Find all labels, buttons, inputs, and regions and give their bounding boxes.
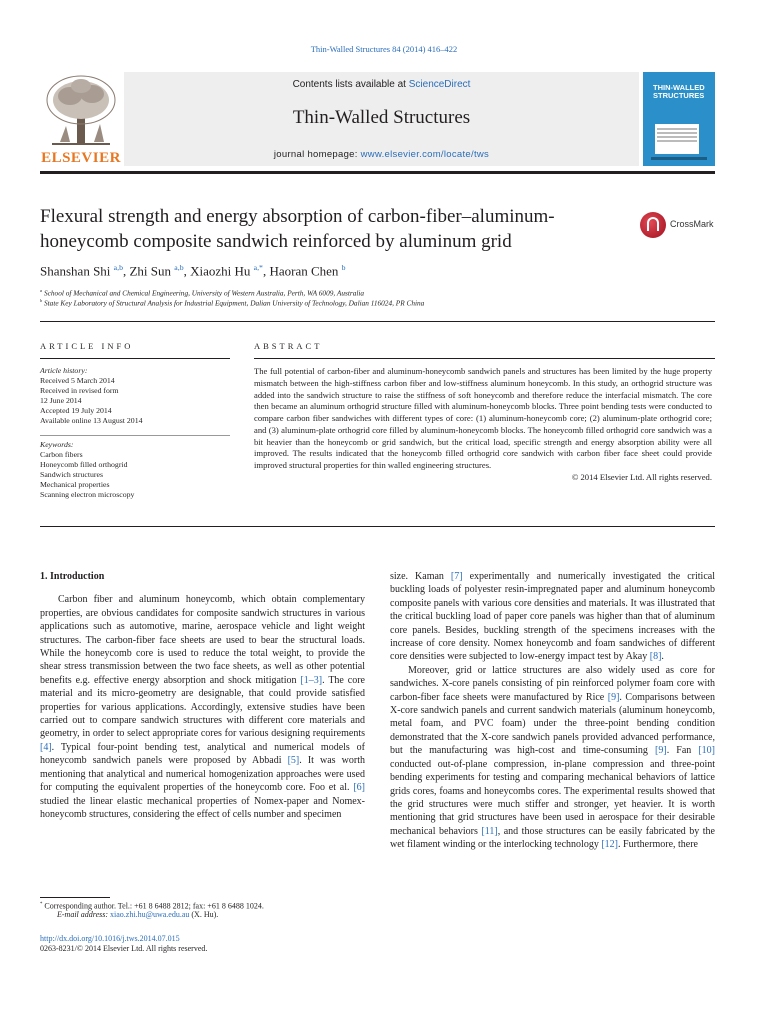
elsevier-logo[interactable] — [40, 72, 122, 164]
author-name[interactable]: Xiaozhi Hu — [190, 263, 251, 279]
abstract-divider — [254, 358, 715, 359]
banner-divider — [40, 171, 715, 174]
doi-block — [40, 934, 207, 954]
history-label: Article history: — [40, 366, 88, 375]
body-column-right — [390, 570, 715, 852]
keywords — [40, 440, 230, 500]
crossmark-badge[interactable] — [640, 212, 720, 240]
crossmark-label: CrossMark — [670, 219, 714, 229]
author-affil-marker[interactable]: a,b — [113, 263, 123, 272]
corresponding-author-note: * Corresponding author. Tel.: +61 8 6488 2812; fax: +61 8 6488 1024. — [40, 901, 264, 911]
journal-banner — [40, 72, 715, 168]
abstract-body — [254, 366, 712, 484]
author-name[interactable]: Shanshan Shi — [40, 263, 111, 279]
author-affil-marker[interactable]: b — [341, 263, 346, 272]
keyword: Mechanical properties — [40, 480, 110, 489]
author-affil-marker[interactable]: a,* — [253, 263, 263, 272]
history-item: Available online 13 August 2014 — [40, 416, 143, 425]
article-history — [40, 366, 230, 426]
keywords-label: Keywords: — [40, 440, 74, 449]
crossmark-icon — [640, 212, 666, 238]
abstract-copyright: © 2014 Elsevier Ltd. All rights reserved. — [571, 471, 712, 482]
journal-name: Thin-Walled Structures — [292, 107, 471, 128]
keyword: Sandwich structures — [40, 470, 104, 479]
section-divider — [40, 526, 715, 527]
keywords-divider — [40, 435, 230, 436]
author-name[interactable]: Zhi Sun — [129, 263, 172, 279]
cover-title: THIN-WALLED STRUCTURES — [653, 83, 705, 100]
issn-line: 0263-8231/© 2014 Elsevier Ltd. All rights reserved. — [40, 944, 208, 953]
article-info-heading: ARTICLE INFO — [40, 341, 134, 351]
cover-panel — [655, 124, 699, 154]
affiliation: $^a$ School of Mechanical and Chemical Engineering, University of Western Australia, Perth, WA 6009, Australia — [40, 288, 365, 298]
sciencedirect-link[interactable]: ScienceDirect — [408, 79, 471, 90]
journal-cover-thumbnail[interactable] — [643, 72, 715, 166]
history-item: Received in revised form — [40, 386, 119, 395]
body-column-left — [40, 570, 365, 821]
keyword: Scanning electron microscopy — [40, 490, 135, 499]
journal-homepage: journal homepage: www.elsevier.com/locate/tws — [273, 149, 490, 160]
section-heading: 1. Introduction — [40, 571, 105, 582]
author-affil-marker[interactable]: a,b — [174, 263, 184, 272]
elsevier-tree-icon — [40, 72, 122, 150]
section-divider — [40, 321, 715, 322]
author-name[interactable]: Haoran Chen — [269, 263, 339, 279]
email-link[interactable]: xiao.zhi.hu@uwa.edu.au — [110, 910, 190, 919]
abstract-heading: ABSTRACT — [254, 341, 323, 351]
keyword: Carbon fibers — [40, 450, 83, 459]
cover-bar — [651, 157, 707, 160]
journal-citation[interactable]: Thin-Walled Structures 84 (2014) 416–422 — [310, 44, 458, 54]
journal-masthead — [124, 72, 639, 166]
author-list: Shanshan Shi $^{a,b}$, Zhi Sun $^{a,b}$, Xiaozhi Hu $^{a,*}$, Haoran Chen $^b$ — [40, 263, 346, 279]
homepage-link[interactable]: www.elsevier.com/locate/tws — [360, 149, 490, 160]
contents-line: Contents lists available at ScienceDirect — [292, 79, 471, 90]
body-paragraph: Moreover, grid or lattice structures are also widely used as core for sandwiches. X-core panels consisting of pin reinforced polymer foam core with carbon-fiber face sheets were manufactured by Rice [9]. Comparisons between X-core sandwich panels and current sandwich materials (aluminum honeycomb, metal foam, and PVC foam) under the three-point bending condition demonstrated that the X-core sandwich panels provided advanced performance, but the manufacturing was high-cost and time-consuming [9]. Fan [10] conducted out-of-plane compression, in-plane compression and three-point bending experiments for testing and comparing mechanical behaviors of lattice grids cores, foams and honeycombs cores. The experimental results showed that the grid structures were much stiffer and stronger, yet heavier. It is worth mentioning that grid structures have been used in aerospace for their desirable mechanical behaviors [11], and those structures can be easily fabricated by the wet filament winding or the interlocking technology [12]. Furthermore, there — [390, 664, 716, 851]
body-paragraph: Carbon fiber and aluminum honeycomb, which obtain complementary properties, are obvious candidates for composite sandwich structures in various applications such as automotive, marine, aerospace vehicle and light weight structures. The carbon-fiber face sheets are used to bear the structural loads. While the honeycomb core is used to reduce the total weight, to provide the shear stress transmission between the two face sheets, as well as other potential benefits e.g. effective energy absorption and shock mitigation [1–3]. The core material and its micro-geometry are designable, that could provide satisfied properties for various applications. Accordingly, extensive studies have been carried out to compare sandwich structures with different core materials and geometry, in order to select appropriate cores for various designing requirements [4]. Typical four-point bending test, analytical and numerical models of honeycomb sandwich panels were proposed by Abbadi [5]. It was worth mentioning that analytical and numerical homogenization approaches were used for computing the equivalent properties of the honeycomb core. Foo et al. [6] studied the linear elastic mechanical properties of Nomex-paper and Nomex-honeycomb structures, considering the effect of cells number and specimen — [40, 594, 365, 820]
article-title: Flexural strength and energy absorption of carbon-fiber–aluminum-honeycomb composite sandwich reinforced by aluminum grid — [40, 206, 555, 252]
email-note: E-mail address: xiao.zhi.hu@uwa.edu.au (X. Hu). — [57, 910, 219, 919]
footnote-rule — [40, 897, 110, 898]
affiliation: $^b$ State Key Laboratory of Structural Analysis for Industrial Equipment, Dalian University of Technology, Dalian 116024, PR China — [40, 298, 425, 308]
abstract-text: The full potential of carbon-fiber and aluminum-honeycomb sandwich panels and structures has been limited by the huge property mismatch between the high-stiffness carbon fiber and low-stiffness aluminum honeycomb. In this study, an orthogrid structure was added into the sandwich structure to raise the stiffness of soft honeycomb and therefore reduce the interfacial mismatch. The core then became an aluminum orthogrid structure filled with aluminum-honeycomb blocks. Three point bending tests were conducted to compare carbon fiber sandwiches with different types of core: (1) aluminum-honeycomb core; (2) aluminum-plate orthogrid core; and (3) aluminum-plate orthogrid core filled by aluminum-honeycomb blocks. The honeycomb filled orthogrid core sandwich was a bit heavier than the honeycomb or grid sandwich, but the critical load, specific strength and energy absorption ability were all improved. The results indicated that the honeycomb filled orthogrid core sandwich with carbon fiber face sheet could provide improved structural properties for thin walled engineering structures. — [254, 366, 712, 470]
doi-link[interactable]: http://dx.doi.org/10.1016/j.tws.2014.07.015 — [40, 934, 180, 943]
history-item: 12 June 2014 — [40, 396, 82, 405]
info-divider — [40, 358, 230, 359]
history-item: Received 5 March 2014 — [40, 376, 115, 385]
elsevier-wordmark: ELSEVIER — [41, 150, 121, 166]
history-item: Accepted 19 July 2014 — [40, 406, 112, 415]
body-paragraph: size. Kaman [7] experimentally and numerically investigated the critical buckling loads of polyester resin-impregnated paper and aluminum honeycomb composite panels with various core densities and materials. It was illustrated that the critical buckling load of paper core panels was higher than that of aluminum core panels. Besides, buckling strength of the specimens increases with the increase of core density. Nomex honeycomb and foam sandwiches of different core densities were subjected to low-energy impact test by Akay [8]. — [390, 571, 715, 663]
keyword: Honeycomb filled orthogrid — [40, 460, 128, 469]
